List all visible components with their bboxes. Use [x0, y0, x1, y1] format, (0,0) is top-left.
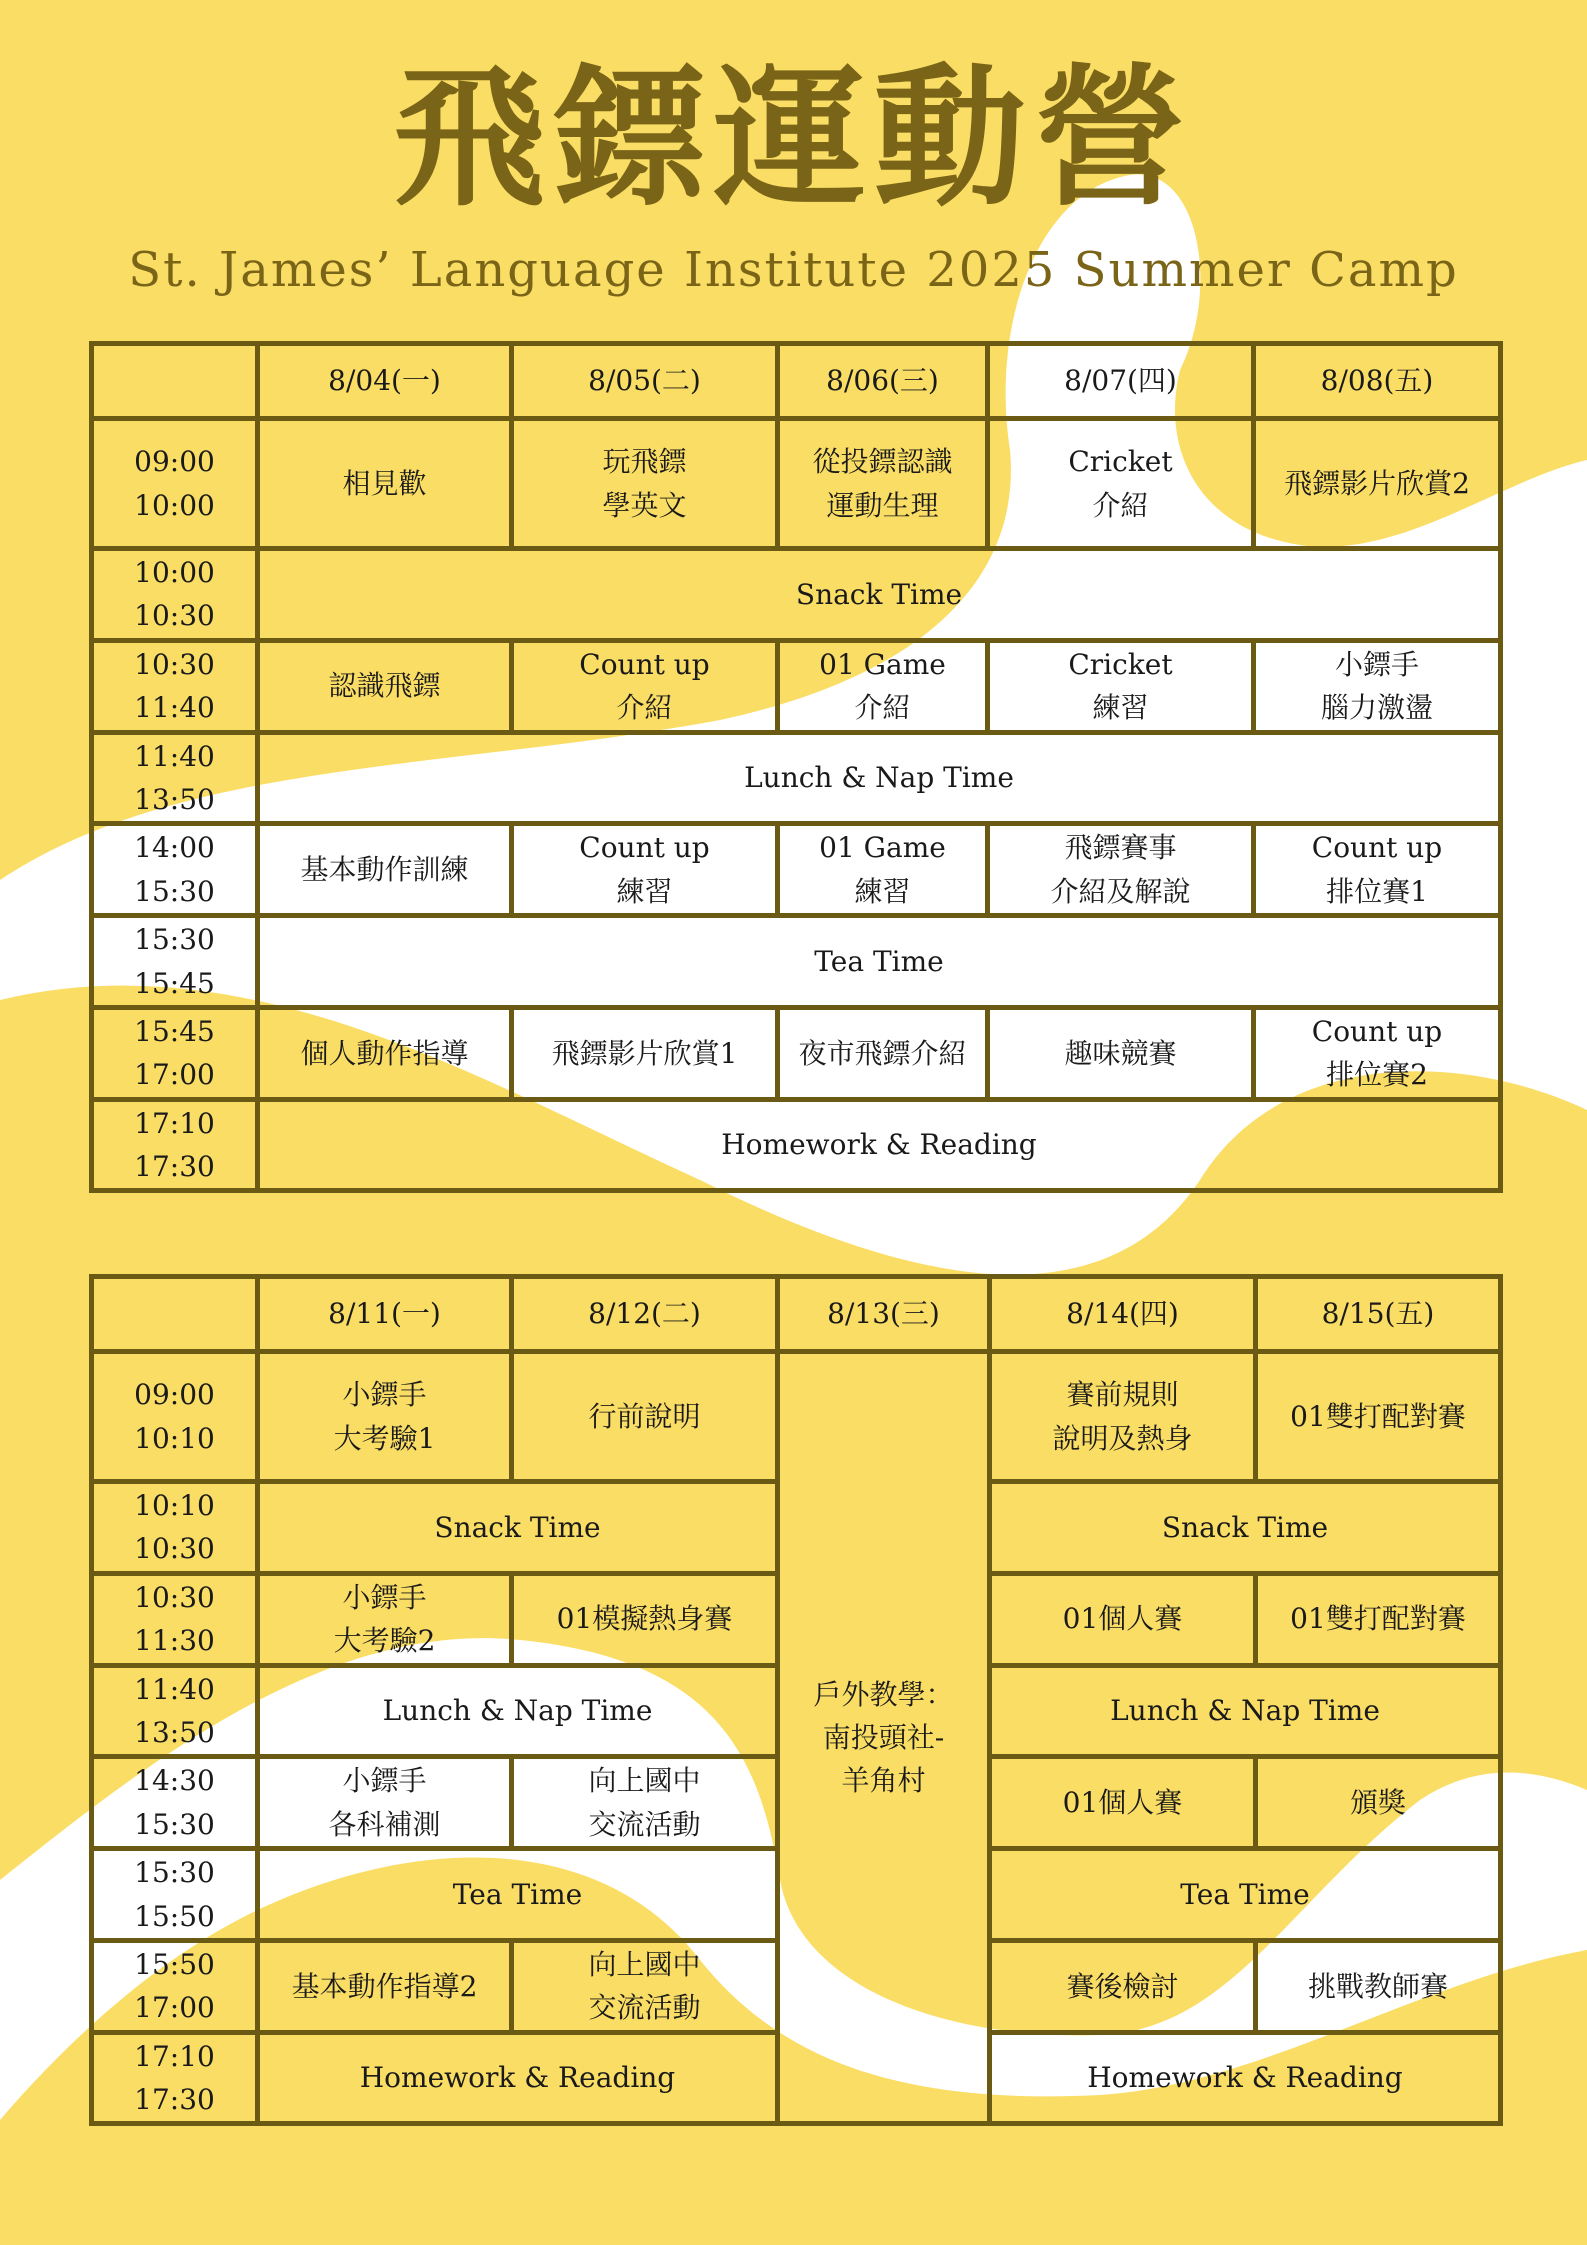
session-cell: 01雙打配對賽 [1256, 1573, 1501, 1665]
week1-schedule-table [89, 341, 1503, 1193]
session-cell: 小鏢手 腦力激盪 [1254, 640, 1501, 732]
session-cell: 向上國中 交流活動 [512, 1940, 778, 2032]
time-cell: 15:30 15:50 [92, 1849, 258, 1941]
time-cell: 17:10 17:30 [92, 2032, 258, 2124]
session-cell: 小鏢手 大考驗2 [258, 1573, 512, 1665]
table-row [92, 824, 1501, 916]
day-header: 8/07(四) [988, 344, 1254, 419]
snack-time-cell: Snack Time [258, 1482, 778, 1574]
session-cell: 夜市飛鏢介紹 [778, 1007, 988, 1099]
time-cell: 09:00 10:00 [92, 419, 258, 549]
session-cell: 飛鏢賽事 介紹及解說 [988, 824, 1254, 916]
session-cell: 01雙打配對賽 [1256, 1352, 1501, 1482]
page-title: 飛鏢運動營 [393, 48, 1194, 227]
session-cell: 從投鏢認識 運動生理 [778, 419, 988, 549]
day-header: 8/13(三) [778, 1277, 990, 1352]
time-cell: 14:30 15:30 [92, 1757, 258, 1849]
snack-time-cell: Snack Time [990, 1482, 1501, 1574]
session-cell: 賽後檢討 [990, 1940, 1256, 2032]
table-row [92, 916, 1501, 1008]
time-cell: 15:50 17:00 [92, 1940, 258, 2032]
session-cell: 向上國中 交流活動 [512, 1757, 778, 1849]
day-header: 8/04(一) [258, 344, 512, 419]
table-row [92, 549, 1501, 641]
outing-cell: 戶外教學： 南投頭社- 羊角村 [778, 1352, 990, 2124]
session-cell: Count up 介紹 [512, 640, 778, 732]
lunch-time-cell: Lunch & Nap Time [258, 732, 1501, 824]
session-cell: 頒獎 [1256, 1757, 1501, 1849]
lunch-time-cell: Lunch & Nap Time [258, 1665, 778, 1757]
time-cell: 09:00 10:10 [92, 1352, 258, 1482]
page-subtitle: St. James’ Language Institute 2025 Summer Camp [128, 242, 1459, 298]
session-cell: 基本動作指導2 [258, 1940, 512, 2032]
table-row [92, 1007, 1501, 1099]
session-cell: 01個人賽 [990, 1573, 1256, 1665]
session-cell: Count up 練習 [512, 824, 778, 916]
day-header: 8/15(五) [1256, 1277, 1501, 1352]
time-cell: 10:00 10:30 [92, 549, 258, 641]
homework-cell: Homework & Reading [258, 1099, 1501, 1191]
table-row [92, 1352, 1501, 1482]
session-cell: 行前說明 [512, 1352, 778, 1482]
session-cell: 01模擬熱身賽 [512, 1573, 778, 1665]
session-cell: 小鏢手 各科補測 [258, 1757, 512, 1849]
time-cell: 10:10 10:30 [92, 1482, 258, 1574]
session-cell: Count up 排位賽1 [1254, 824, 1501, 916]
time-cell: 15:45 17:00 [92, 1007, 258, 1099]
session-cell: 認識飛鏢 [258, 640, 512, 732]
session-cell: 01 Game 練習 [778, 824, 988, 916]
homework-cell: Homework & Reading [258, 2032, 778, 2124]
table-row [92, 419, 1501, 549]
table-row [92, 344, 1501, 419]
session-cell: 個人動作指導 [258, 1007, 512, 1099]
day-header: 8/12(二) [512, 1277, 778, 1352]
day-header: 8/05(二) [512, 344, 778, 419]
session-cell: 小鏢手 大考驗1 [258, 1352, 512, 1482]
tea-time-cell: Tea Time [258, 916, 1501, 1008]
corner-cell [92, 1277, 258, 1352]
tea-time-cell: Tea Time [258, 1849, 778, 1941]
time-cell: 17:10 17:30 [92, 1099, 258, 1191]
corner-cell [92, 344, 258, 419]
session-cell: 01 Game 介紹 [778, 640, 988, 732]
session-cell: Cricket 介紹 [988, 419, 1254, 549]
day-header: 8/08(五) [1254, 344, 1501, 419]
session-cell: 飛鏢影片欣賞1 [512, 1007, 778, 1099]
table-row [92, 1099, 1501, 1191]
table-row [92, 1277, 1501, 1352]
session-cell: 01個人賽 [990, 1757, 1256, 1849]
session-cell: Cricket 練習 [988, 640, 1254, 732]
session-cell: 挑戰教師賽 [1256, 1940, 1501, 2032]
day-header: 8/06(三) [778, 344, 988, 419]
session-cell: 飛鏢影片欣賞2 [1254, 419, 1501, 549]
session-cell: 玩飛鏢 學英文 [512, 419, 778, 549]
table-row [92, 732, 1501, 824]
session-cell: Count up 排位賽2 [1254, 1007, 1501, 1099]
homework-cell: Homework & Reading [990, 2032, 1501, 2124]
day-header: 8/14(四) [990, 1277, 1256, 1352]
tea-time-cell: Tea Time [990, 1849, 1501, 1941]
session-cell: 賽前規則 說明及熱身 [990, 1352, 1256, 1482]
session-cell: 相見歡 [258, 419, 512, 549]
lunch-time-cell: Lunch & Nap Time [990, 1665, 1501, 1757]
week2-schedule-table [89, 1274, 1503, 2126]
table-row [92, 640, 1501, 732]
time-cell: 11:40 13:50 [92, 732, 258, 824]
session-cell: 趣味競賽 [988, 1007, 1254, 1099]
snack-time-cell: Snack Time [258, 549, 1501, 641]
session-cell: 基本動作訓練 [258, 824, 512, 916]
time-cell: 10:30 11:40 [92, 640, 258, 732]
time-cell: 10:30 11:30 [92, 1573, 258, 1665]
time-cell: 15:30 15:45 [92, 916, 258, 1008]
time-cell: 14:00 15:30 [92, 824, 258, 916]
time-cell: 11:40 13:50 [92, 1665, 258, 1757]
day-header: 8/11(一) [258, 1277, 512, 1352]
